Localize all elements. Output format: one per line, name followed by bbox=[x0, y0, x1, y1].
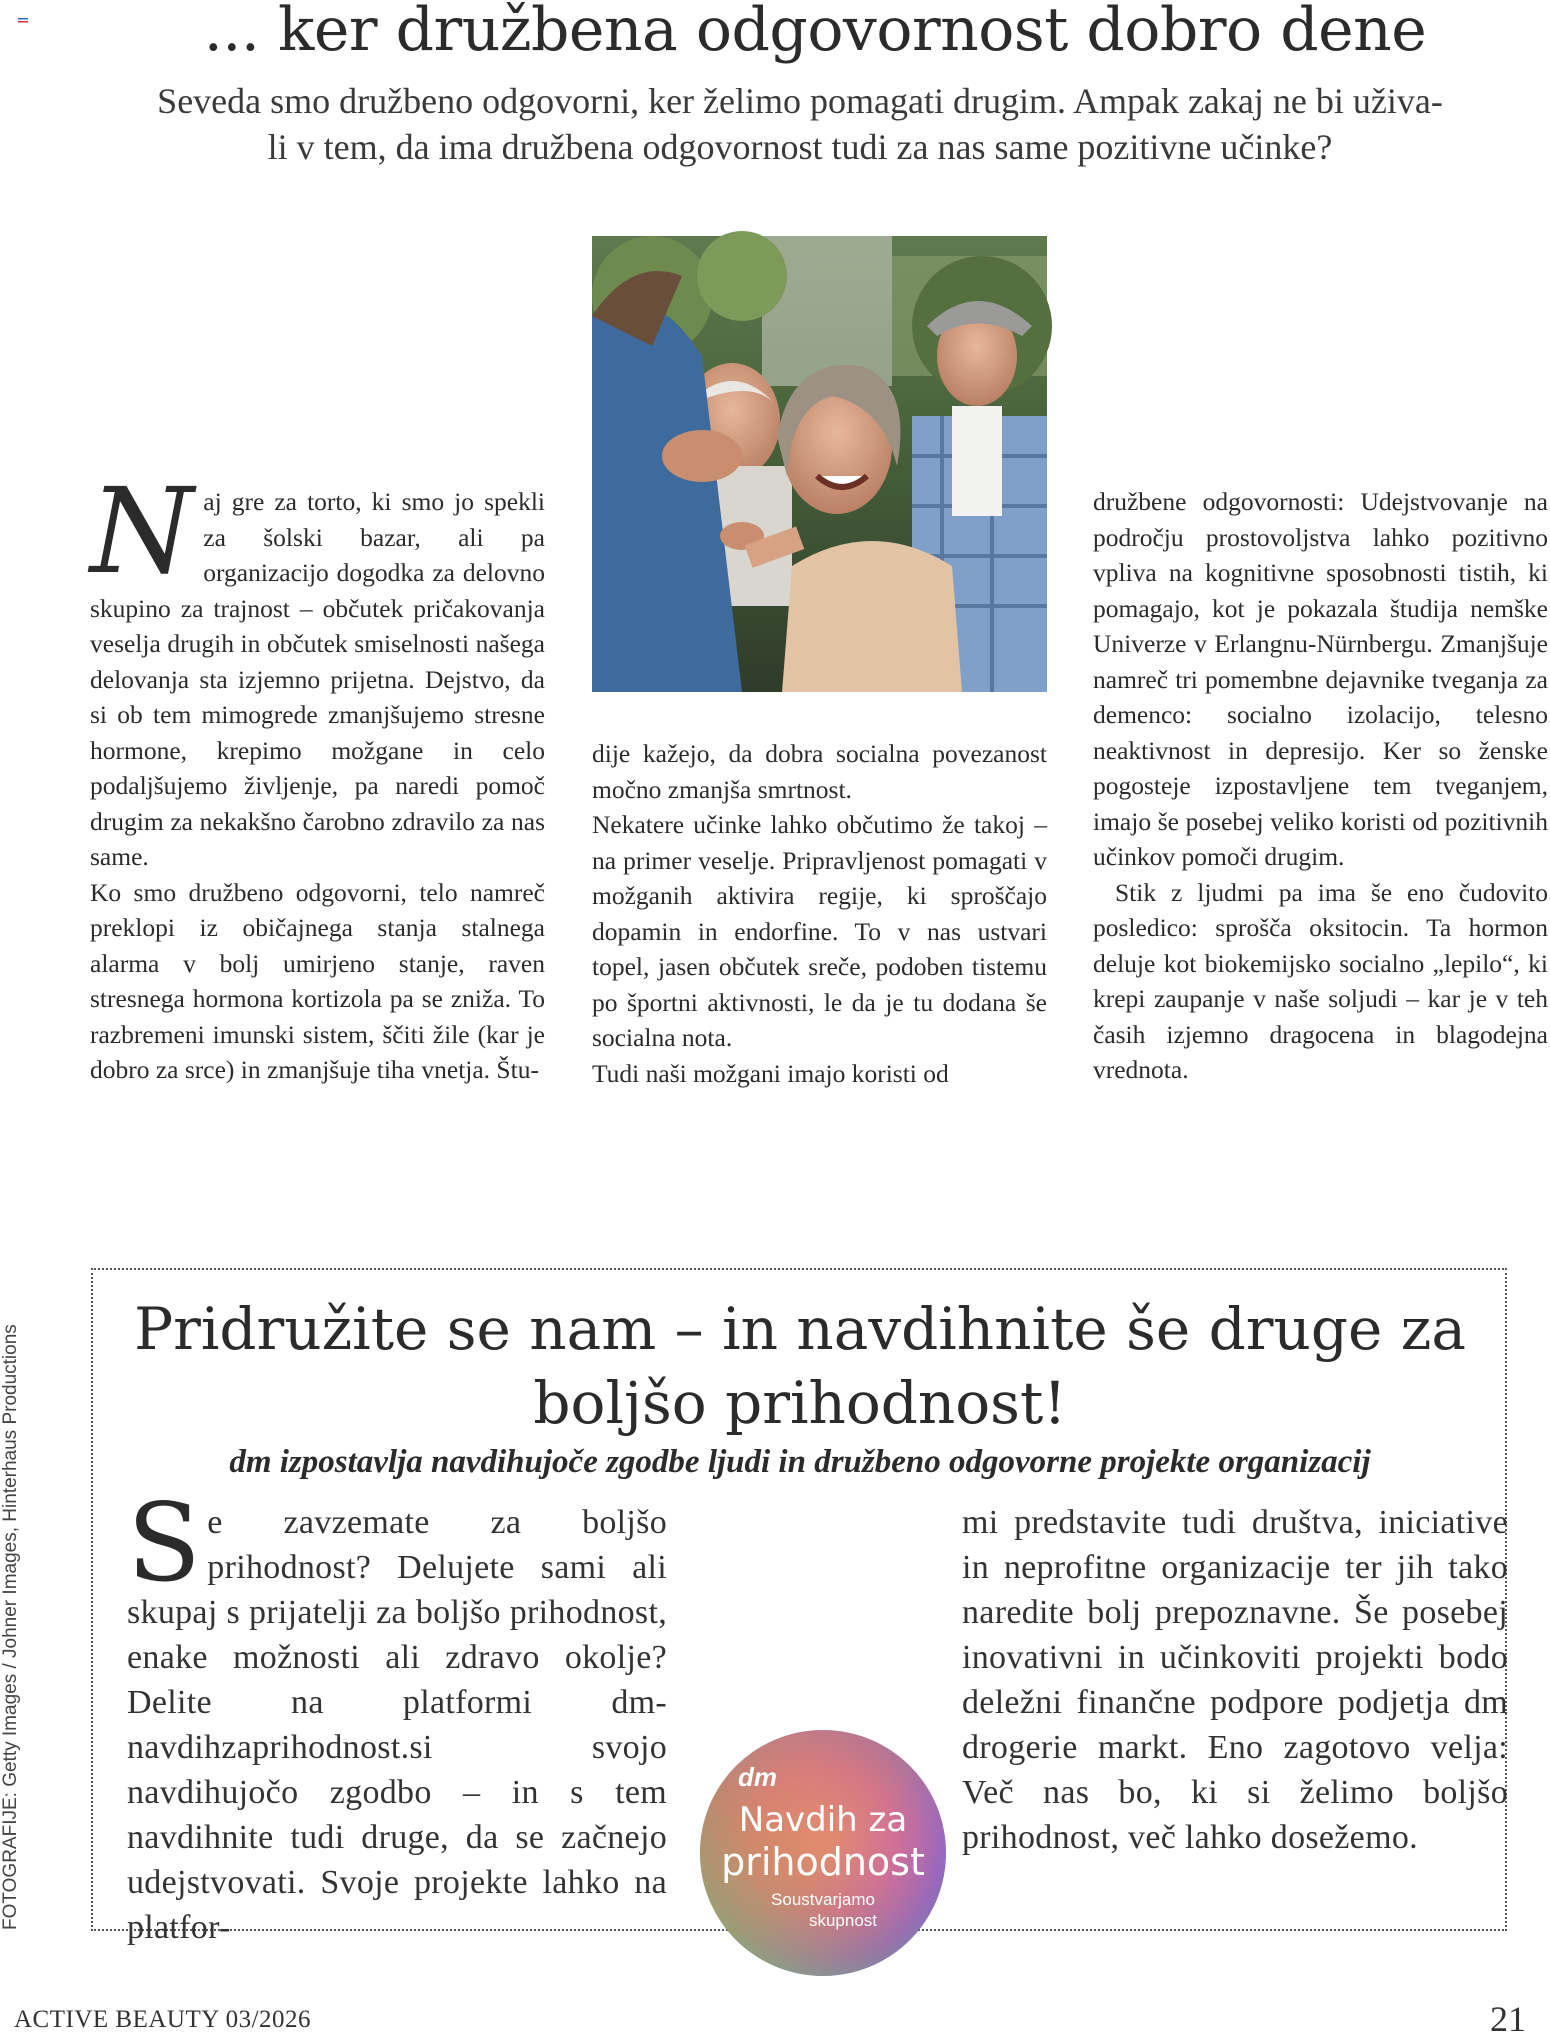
promo-title-line-1: Pridružite se nam – in navdihnite še druge za bbox=[134, 1295, 1466, 1363]
subtitle-line-2: li v tem, da ima družbena odgovornost tudi za nas same pozitivne učinke? bbox=[267, 127, 1333, 167]
column-2-paragraph-3: Tudi naši možgani imajo koristi od bbox=[592, 1058, 949, 1088]
article-column-3 bbox=[1093, 484, 1548, 1088]
article-photo bbox=[592, 236, 1047, 692]
promo-title bbox=[110, 1292, 1490, 1440]
promo-column-left bbox=[127, 1481, 795, 1946]
column-2-paragraph-1: dije kažejo, da dobra socialna povezanost močno zmanjša smrtnost. bbox=[592, 739, 1047, 804]
page-number: 21 bbox=[1490, 1999, 1526, 2039]
photo-credit: FOTOGRAFIJE: Getty Images / Johner Images, Hinterhaus Productions bbox=[0, 1324, 21, 1930]
badge-line-2: prihodnost bbox=[721, 1840, 925, 1884]
promo-left-text: e zavzemate za boljšo prihodnost? Delujete sami ali skupaj s prijatelji za boljšo prihodnost, enake možnosti ali zdravo okolje? Delite na platformi dm-navdihzaprihodnost.si svojo navdihujočo zgodbo – in s tem navdihnite tudi druge, da se začnejo udejstvovati. Svoje projekte lahko na platfor- bbox=[127, 1504, 667, 1946]
drop-cap-s: S bbox=[127, 1481, 202, 1606]
badge-line-1: Navdih za bbox=[738, 1800, 908, 1840]
badge-tag-2: skupnost bbox=[808, 1911, 878, 1930]
navdih-za-prihodnost-badge bbox=[700, 1730, 946, 1976]
column-3-paragraph-2: Stik z ljudmi pa ima še eno čudovito posledico: sprošča oksitocin. Ta hormon deluje kot biokemijsko socialno „lepilo“, ki krepi zaupanje v naše soljudi – kar je v teh časih izjemno dragocena in blagodejna vrednota. bbox=[1093, 877, 1548, 1084]
column-2-paragraph-2: Nekatere učinke lahko občutimo že takoj – na primer veselje. Pripravljenost pomagati v možganih aktivira regije, ki sproščajo dopamin in endorfine. To v nas ustvari topel, jasen občutek sreče, podoben tistemu po športni aktivnosti, le da je tu dodana še socialna nota. bbox=[592, 810, 1047, 1052]
badge-brand: dm bbox=[738, 1762, 777, 1792]
badge-tag-1: Soustvarjamo bbox=[771, 1890, 875, 1909]
page-subtitle bbox=[90, 78, 1510, 170]
column-3-paragraph-1: družbene odgovornosti: Udejstvovanje na področju prostovoljstva lahko pozitivno vpliva na kognitivne sposobnosti tistih, ki pomagajo, kot je pokazala študija nemške Univerze v Erlangnu-Nürnbergu. Zmanjšuje namreč tri pomembne dejavnike tveganja za demenco: socialno izolacijo, telesno neaktivnost in depresijo. Ker so ženske pogosteje izpostavljene tem tveganjem, imajo še posebej veliko koristi od pozitivnih učinkov pomoči drugim. bbox=[1093, 487, 1548, 871]
promo-subtitle: dm izpostavlja navdihujoče zgodbe ljudi in družbeno odgovorne projekte organizacij bbox=[229, 1444, 1371, 1480]
page-title-text: ... ker družbena odgovornost dobro dene bbox=[203, 0, 1427, 65]
article-column-2 bbox=[592, 736, 1047, 1091]
promo-title-line-2: boljšo prihodnost! bbox=[533, 1369, 1067, 1437]
photo-people-embracing bbox=[592, 236, 1047, 692]
subtitle-line-1: Seveda smo družbeno odgovorni, ker želimo pomagati drugim. Ampak zakaj ne bi uživa- bbox=[157, 81, 1443, 121]
drop-cap-n: N bbox=[90, 462, 194, 600]
article-column-1 bbox=[90, 462, 545, 1088]
column-1-paragraph-1: aj gre za torto, ki smo jo spekli za šolski bazar, ali pa organizacijo dogodka za delovno skupino za trajnost – občutek pričakovanja veselja drugih in občutek smiselnosti našega delovanja sta izjemno prijetna. Dejstvo, da si ob tem mimogrede zmanjšujemo stresne hormone, krepimo možgane in celo podaljšujemo življenje, pa naredi pomoč drugim za nekakšno čarobno zdravilo za nas same. bbox=[90, 487, 545, 871]
magazine-issue: ACTIVE BEAUTY 03/2026 bbox=[14, 2006, 312, 2033]
promo-right-text: mi predstavite tudi društva, iniciative in neprofitne organizacije ter jih tako naredite bolj prepoznavne. Še posebej inovativni in učinkoviti projekti bodo deležni finančne podpore podjetja dm drogerie markt. Eno zagotovo velja: Več nas bo, ki si želimo boljšo prihodnost, več lahko dosežemo. bbox=[962, 1504, 1508, 1856]
page-title bbox=[0, 0, 1550, 65]
column-1-paragraph-2: Ko smo družbeno odgovorni, telo namreč preklopi iz običajnega stanja stalnega alarma v bolj umirjeno stanje, raven stresnega hormona kortizola pa se zniža. To razbremeni imunski sistem, ščiti žile (kar je dobro za srce) in zmanjšuje tiha vnetja. Štu- bbox=[90, 877, 545, 1084]
